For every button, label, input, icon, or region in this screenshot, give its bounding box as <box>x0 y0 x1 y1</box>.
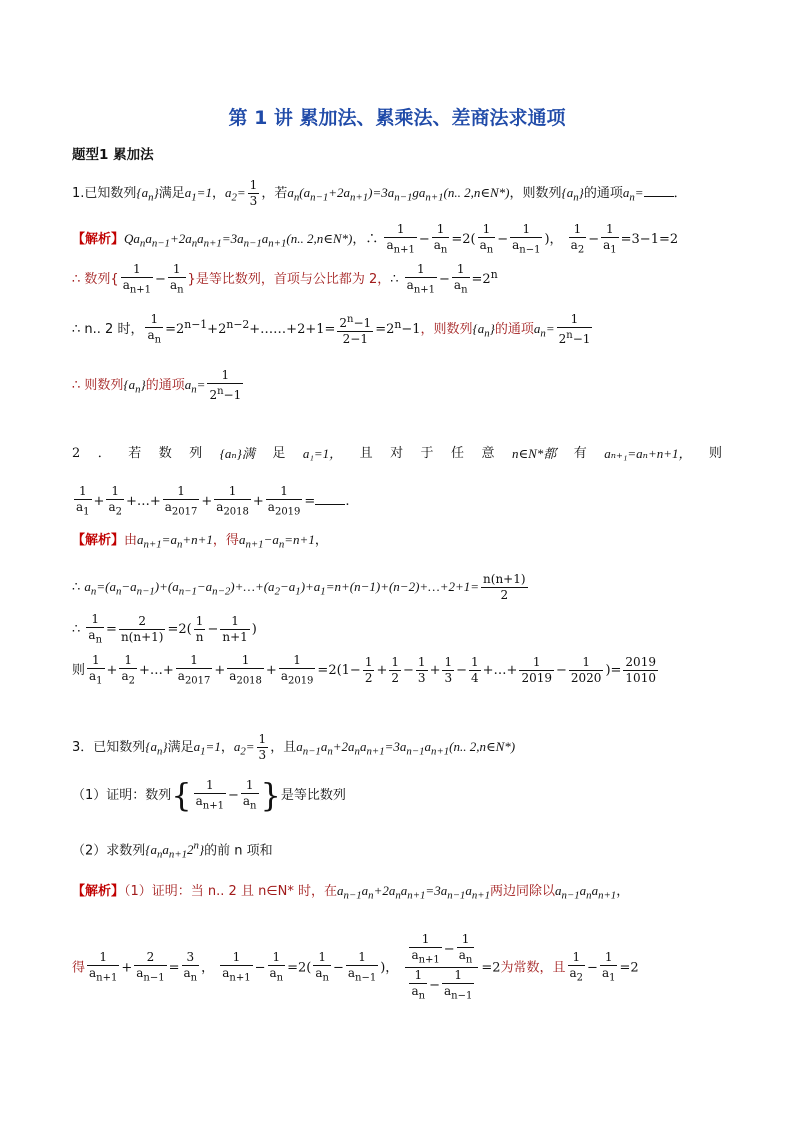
problem-2-stem: 2 ． 若 数 列 {aₙ}满 足 a₁=1， 且 对 于 任 意 n∈N*都 有 aₙ₊₁=aₙ+n+1， 则 <box>72 446 722 461</box>
answer-blank[interactable] <box>315 491 345 505</box>
problem-2-solution-line-3: ∴ $\frac{1}{a_n}$ = $\frac{2}{n(n+1)}$ =2( $\frac{1}{n}$ − $\frac{1}{n+1}$ ) <box>72 612 257 646</box>
problem-3-part-2: （2）求数列$\{a_na_{n+1}2^n\}$的前 n 项和 <box>72 840 273 861</box>
section-heading: 题型1 累加法 <box>72 147 154 163</box>
solution-label: 【解析】 <box>72 232 125 248</box>
problem-2-solution-line-1: 【解析】由$a_{n+1}=a_n+n+1$，得$a_{n+1}-a_n=n+1$， <box>72 532 328 551</box>
problem-2-solution-line-4: 则 $\frac{1}{a_1}$ + $\frac{1}{a_2}$ +…+ $\frac{1}{a_{2017}}$ + $\frac{1}{a_{2018}}$ + $\frac{1}{a_{2019}}$ =2(1− $\frac{1}{2}$ + $\frac{1}{2}$ − $\frac{1}{3}$ + $\frac{1}{3}$ − $\frac{1}{4}$ +…+ $\frac{1}{2019}$ − $\frac{1}{2020}$ )= $\frac{2019}{1010}$ <box>72 653 656 687</box>
problem-1-solution-line-4: ∴ 则数列$\{a_n\}$的通项$a_n=$ $\frac{1}{2^n-1}$ <box>72 368 242 402</box>
problem-1-solution-line-2: ∴ 数列{ $\frac{1}{a_{n+1}}$ − $\frac{1}{a_n}$ }是等比数列，首项与公比都为 2，∴ $\frac{1}{a_{n+1}}$ − $\frac{1}{a_n}$ $=2^n$ <box>72 262 498 296</box>
problem-3-solution-line-1: 【解析】（1）证明：当 n.. 2 且 n∈N* 时，在$a_{n-1}a_n+2a_na_{n+1}=3a_{n-1}a_{n+1}$两边同除以$a_{n-1}a_na_{n+1}$， <box>72 883 630 902</box>
page-title: 第 1 讲 累加法、累乘法、差商法求通项 <box>228 107 566 129</box>
problem-3-part-1: （1）证明：数列{ $\frac{1}{a_{n+1}}$ − $\frac{1}{a_n}$ }是等比数列 <box>72 776 346 815</box>
problem-2-stem-sum: $\frac{1}{a_1}$ + $\frac{1}{a_2}$ +…+ $\frac{1}{a_{2017}}$ + $\frac{1}{a_{2018}}$ + $\frac{1}{a_{2019}}$ = . <box>76 484 350 518</box>
problem-1-solution-line-3: ∴ n.. 2 时， $\frac{1}{a_n}$ $=2^{n-1}+2^{n-2}+\dots\dots+2+1=$ $\frac{2^n-1}{2-1}$ $=2^n-1$，则数列$\{a_n\}$的通项$a_n=$ $\frac{1}{2^n-1}$ <box>72 312 591 347</box>
problem-3-solution-line-2: 得 $\frac{1}{a_{n+1}}$ + $\frac{2}{a_{n-1}}$ = $\frac{3}{a_n}$ ， $\frac{1}{a_{n+1}}$ − $\frac{1}{a_n}$ =2( $\frac{1}{a_n}$ − $\frac{1}{a_{n-1}}$ )， $\frac{1}{a_{n+1}}$ − $\frac{1}{a_n}$ $\frac{1}{a_n}$ − $\frac{1}{a_{n-1}}$ =2为常数，且 $\frac{1}{a_2}$ − $\frac{1}{a_1}$ =2 <box>72 932 639 1002</box>
answer-blank[interactable] <box>644 183 674 197</box>
problem-1-solution-line-1: 【解析】$Qa_na_{n-1}+2a_na_{n+1}=3a_{n-1}a_{n+1}(n$.. 2,n∈N*)，∴ $\frac{1}{a_{n+1}}$ − $\frac{1}{a_n}$ =2( $\frac{1}{a_n}$ − $\frac{1}{a_{n-1}}$ )， $\frac{1}{a_2}$ − $\frac{1}{a_1}$ =3−1=2 <box>72 222 679 256</box>
problem-2-solution-line-2: ∴ $a_n=(a_n-a_{n-1})+(a_{n-1}-a_{n-2})+\dots+(a_2-a_1)+a_1=n+(n-1)+(n-2)+\dots+2+1=$ $\frac{n(n+1)}{2}$ <box>72 572 526 602</box>
problem-3-stem: 3．已知数列$\{a_n\}$满足$a_1=1$，$a_2=$ $\frac{1}{3}$ ，且$a_{n-1}a_n+2a_na_{n+1}=3a_{n-1}a_{n+1}(n$.. 2,n∈N*) <box>72 732 516 762</box>
problem-1-stem: 1.已知数列$\{a_n\}$满足$a_1=1$，$a_2=$ $\frac{1}{3}$ ，若$a_n(a_{n-1}+2a_{n+1})=3a_{n-1}ga_{n+1}(n$.. 2,n∈N*)，则数列$\{a_n\}$的通项$a_n=$ ． <box>72 178 687 208</box>
